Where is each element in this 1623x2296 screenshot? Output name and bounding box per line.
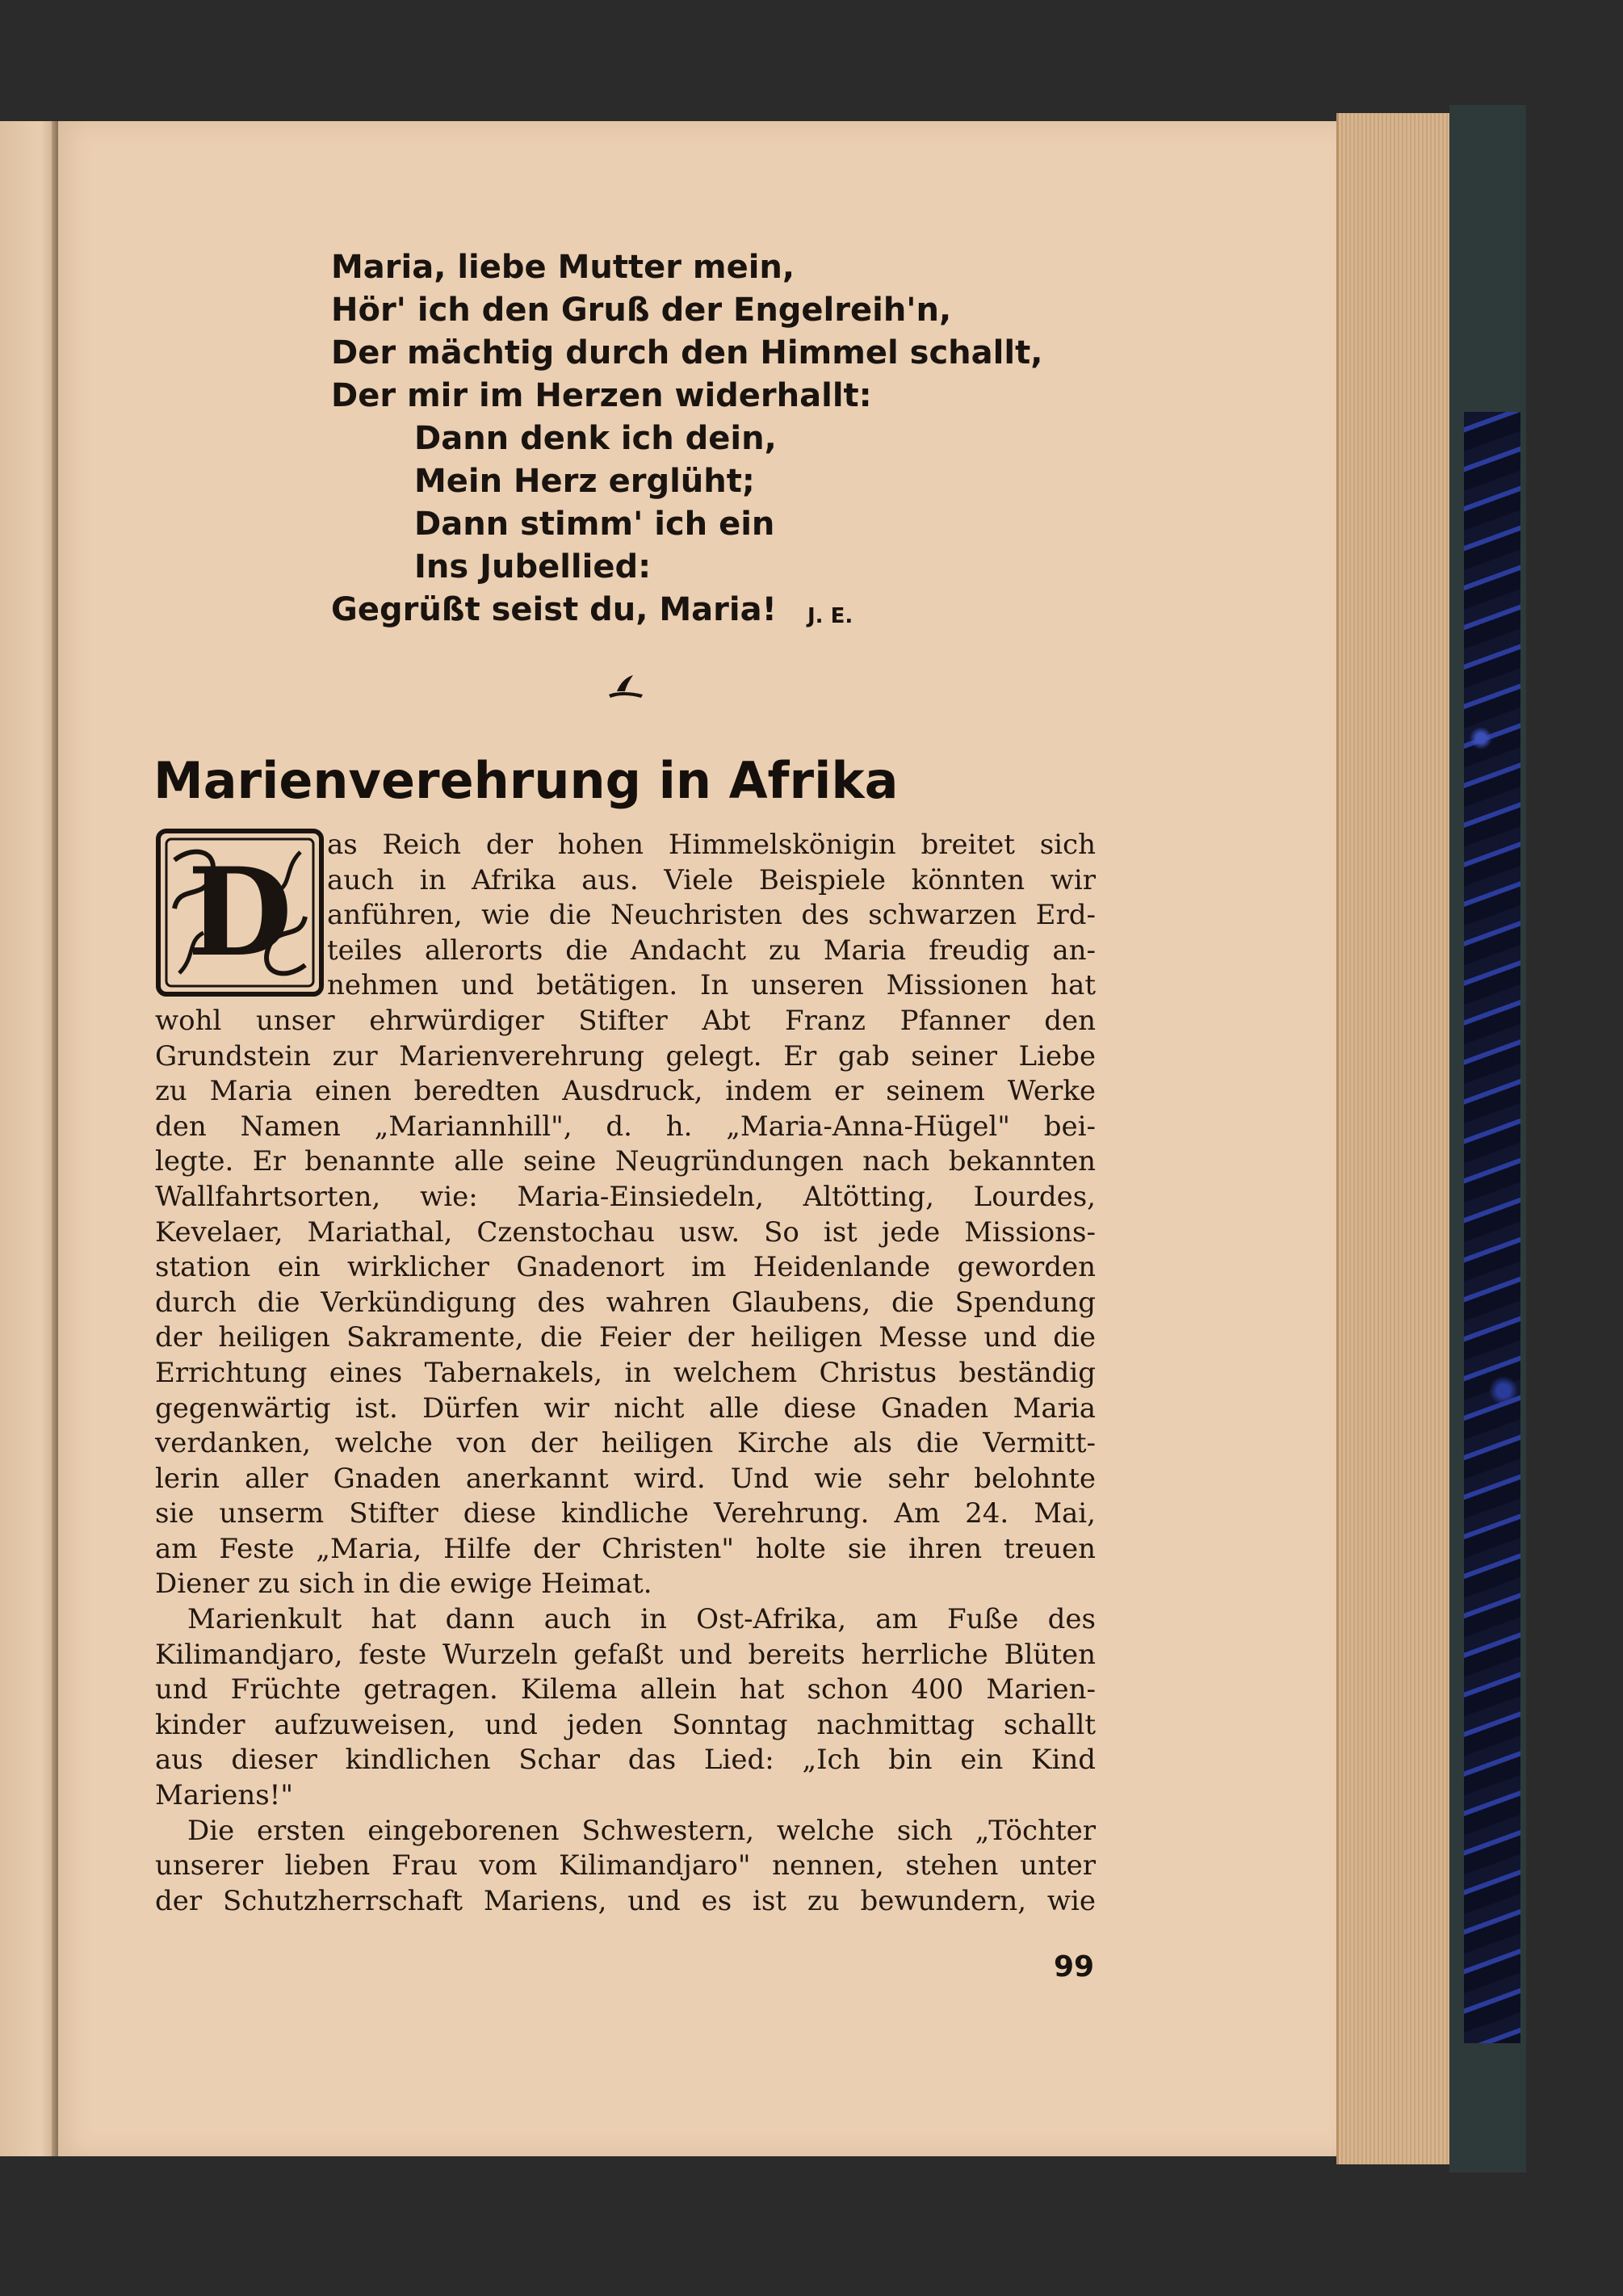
text-line: Errichtung eines Tabernakels, in welchem Christus beständig (155, 1356, 1096, 1389)
marbled-cover-pattern (1464, 412, 1520, 2043)
poem-line: Gegrüßt seist du, Maria! (331, 591, 777, 628)
text-line: gegenwärtig ist. Dürfen wir nicht alle diese Gnaden Maria (155, 1391, 1096, 1425)
text-line: kinder aufzuweisen, und jeden Sonntag nachmittag schallt (155, 1708, 1096, 1741)
text-line: Wallfahrtsorten, wie: Maria-Einsiedeln, Altötting, Lourdes, (155, 1180, 1096, 1213)
text-line: der Schutzherrschaft Mariens, und es ist zu bewundern, wie (155, 1884, 1096, 1917)
text-line: unserer lieben Frau vom Kilimandjaro" nennen, stehen unter (155, 1849, 1096, 1883)
dropcap-letter: D (187, 842, 293, 984)
poem-line: Dann stimm' ich ein (414, 506, 775, 543)
article-body (155, 828, 1096, 1919)
text-line: durch die Verkündigung des wahren Glaubens, die Spendung (155, 1286, 1096, 1319)
poem-signature: J. E. (807, 604, 853, 628)
text-line: verdanken, welche von der heiligen Kirche als die Vermitt- (155, 1427, 1096, 1460)
poem (331, 246, 1042, 632)
text-line: am Feste „Maria, Hilfe der Christen" holte sie ihren treuen (155, 1532, 1096, 1565)
text-line: aus dieser kindlichen Schar das Lied: „Ich bin ein Kind (155, 1744, 1096, 1777)
page-edges (1336, 113, 1452, 2164)
book-cover (1449, 105, 1526, 2172)
text-line: Die ersten eingeborenen Schwestern, welche sich „Töchter (187, 1814, 1096, 1847)
poem-line: Mein Herz erglüht; (414, 463, 755, 500)
poem-line: Dann denk ich dein, (414, 420, 777, 457)
text-line: der heiligen Sakramente, die Feier der heiligen Messe und die (155, 1321, 1096, 1354)
ornament-icon (606, 670, 646, 703)
text-line: sie unserm Stifter diese kindliche Verehrung. Am 24. Mai, (155, 1497, 1096, 1530)
text-line: wohl unser ehrwürdiger Stifter Abt Franz Pfanner den (155, 1004, 1096, 1037)
text-line: station ein wirklicher Gnadenort im Heidenlande geworden (155, 1251, 1096, 1284)
poem-line: Hör' ich den Gruß der Engelreih'n, (331, 292, 952, 329)
poem-line: Der mächtig durch den Himmel schallt, (331, 334, 1043, 371)
text-line: as Reich der hohen Himmelskönigin breitet sich (327, 829, 1096, 861)
text-line: Mariens!" (155, 1779, 293, 1812)
text-line: zu Maria einen beredten Ausdruck, indem er seinem Werke (155, 1075, 1096, 1108)
text-line: Marienkult hat dann auch in Ost-Afrika, am Fuße des (187, 1603, 1096, 1636)
text-line: Diener zu sich in die ewige Heimat. (155, 1568, 652, 1601)
text-line: Kilimandjaro, feste Wurzeln gefaßt und bereits herrliche Blüten (155, 1638, 1096, 1671)
poem-line: Ins Jubellied: (414, 548, 652, 586)
text-line: legte. Er benannte alle seine Neugründungen nach bekannten (155, 1145, 1096, 1178)
text-line: lerin aller Gnaden anerkannt wird. Und wie sehr belohnte (155, 1462, 1096, 1495)
text-line: nehmen und betätigen. In unseren Missionen hat (327, 969, 1096, 1002)
text-line: und Früchte getragen. Kilema allein hat schon 400 Marien- (155, 1673, 1096, 1706)
poem-line: Der mir im Herzen widerhallt: (331, 377, 872, 414)
text-line: Grundstein zur Marienverehrung gelegt. Er gab seiner Liebe (155, 1039, 1096, 1072)
text-line: den Namen „Mariannhill", d. h. „Maria-Anna-Hügel" bei- (155, 1110, 1096, 1143)
text-line: anführen, wie die Neuchristen des schwarzen Erd- (327, 899, 1096, 932)
poem-line: Maria, liebe Mutter mein, (331, 249, 795, 286)
text-line: Kevelaer, Mariathal, Czenstochau usw. So ist jede Missions- (155, 1215, 1096, 1249)
left-page-edge (0, 121, 58, 2156)
page-number: 99 (1054, 1950, 1095, 1983)
article-title: Marienverehrung in Afrika (153, 751, 899, 810)
text-line: auch in Afrika aus. Viele Beispiele könnten wir (327, 863, 1096, 896)
text-line: teiles allerorts die Andacht zu Maria freudig an- (327, 934, 1096, 967)
